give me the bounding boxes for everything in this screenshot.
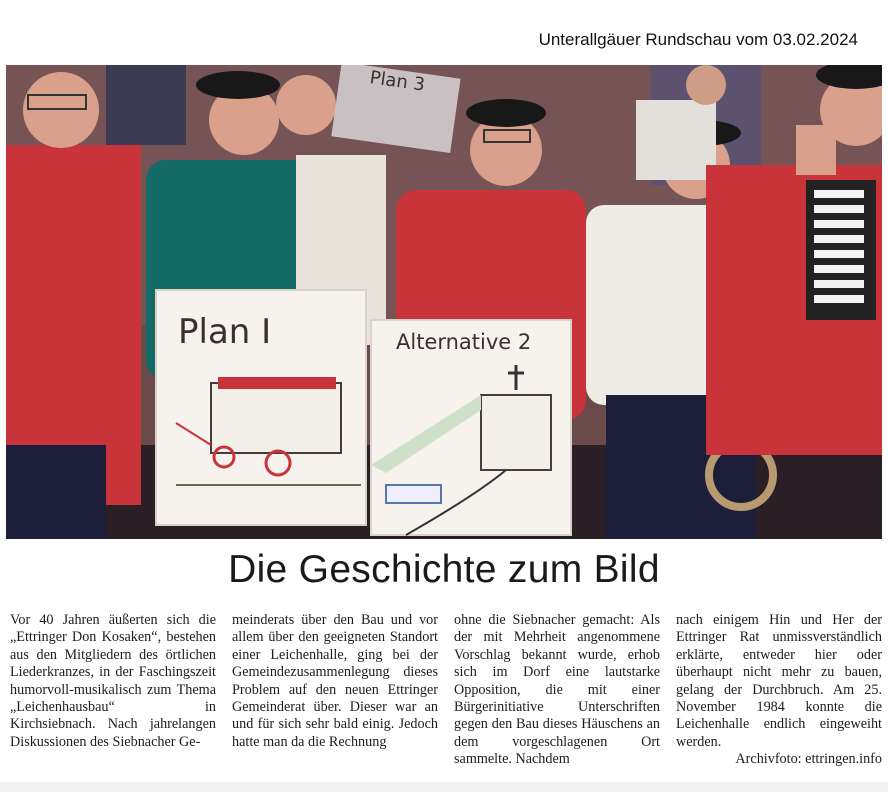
article-column-4	[676, 612, 882, 780]
article-body	[10, 612, 882, 780]
photo-credit: Archivfoto: ettringen.info	[735, 751, 882, 768]
article-column-2: meinderats über den Bau und vor allem über den geeigneten Standort einer Leichenhalle, ging bei der Gemeindezusammenlegung dieses Problem auf den neuen Ettringer Gemeinderat über. Dieser war an und für sich sehr bald einig. Jedoch hatte man da die Rechnung	[232, 612, 438, 750]
article-headline: Die Geschichte zum Bild	[228, 548, 660, 591]
page-bottom-edge	[0, 782, 888, 792]
sign-plan-1-text: Plan I	[178, 312, 272, 352]
newspaper-source-line: Unterallgäuer Rundschau vom 03.02.2024	[538, 30, 858, 49]
sign-alternative-2	[371, 320, 571, 535]
article-column-1: Vor 40 Jahren äußerten sich die „Ettringer Don Kosaken“, bestehen aus den Mitgliedern des örtlichen Liederkranzes, in der Faschingszeit humorvoll-musikalisch zum Thema „Leichenhausbau“ in Kirchsiebnach. Nach jahrelangen Diskussionen des Siebnacher Ge-	[10, 612, 216, 750]
article-column-3: ohne die Siebnacher gemacht: Als der mit Mehrheit angenommene Vorschlag bekannt wurde, erhob sich im Dorf eine lautstarke Opposition, die mit einer Bürgerinitiative Unterschriften gegen den Bau dieses Häuschens an dem vorgeschlagenen Ort sammelte. Nachdem	[454, 612, 660, 768]
sign-plan-1	[156, 290, 366, 525]
archive-photo	[6, 65, 882, 539]
sign-alternative-2-text: Alternative 2	[396, 330, 532, 354]
article-column-4-text: nach einigem Hin und Her der Ettringer Rat unmissverständlich erklärte, entweder hier oder überhaupt nicht mehr zu bauen, gelang der Durchbruch. Am 25. November 1984 konnte die Leichenhalle endlich eingeweiht werden.	[676, 612, 882, 750]
held-up-sign-text: Plan 3	[368, 67, 427, 96]
wall-picture	[106, 65, 186, 145]
